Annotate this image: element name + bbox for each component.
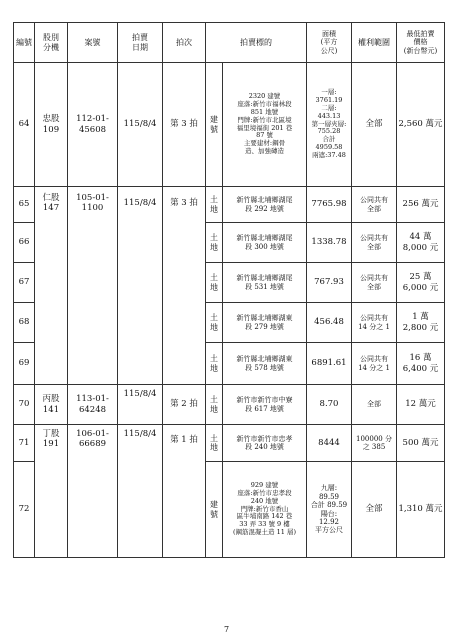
- row-price: 500 萬元: [397, 425, 445, 462]
- row-rights: 公同共有 全部: [352, 187, 397, 223]
- row-no: 72: [14, 462, 35, 558]
- row-area: 1338.78: [307, 223, 352, 263]
- header-date: 拍賣 日期: [118, 23, 163, 63]
- row-date: 115/8/4: [118, 63, 163, 187]
- row-price: 256 萬元: [397, 187, 445, 223]
- row-type: 建 號: [206, 63, 223, 187]
- header-price: 最低拍賣 價格 (新台幣元): [397, 23, 445, 63]
- row-area: 767.93: [307, 263, 352, 303]
- row-no: 65: [14, 187, 35, 223]
- auction-table: [13, 22, 445, 558]
- row-type: 土 地: [206, 385, 223, 425]
- header-case: 案號: [68, 23, 118, 63]
- row-area: 九層: 89.59 合計 89.59 陽台: 12.92 平方公尺: [307, 462, 352, 558]
- row-rights: 全部: [352, 63, 397, 187]
- row-date: 115/8/4: [118, 425, 163, 558]
- row-rights: 全部: [352, 385, 397, 425]
- row-target: 新竹市新竹市忠孝 段 240 地號: [223, 425, 307, 462]
- row-target: 929 建號 座落:新竹市忠孝段 240 地號 門牌:新竹市香山 區牛埔南路 142 巷 33 弄 33 號 9 樓 (鋼筋混凝土造 11 層): [223, 462, 307, 558]
- row-target: 新竹縣北埔鄉湖東 段 578 地號: [223, 343, 307, 385]
- row-type: 土 地: [206, 223, 223, 263]
- row-no: 71: [14, 425, 35, 462]
- row-round: 第 1 拍: [163, 425, 206, 558]
- table-row: [14, 187, 445, 223]
- row-type: 土 地: [206, 187, 223, 223]
- row-no: 68: [14, 303, 35, 343]
- header-round: 拍次: [163, 23, 206, 63]
- row-price: 1,310 萬元: [397, 462, 445, 558]
- row-type: 土 地: [206, 303, 223, 343]
- row-rights: 公同共有 全部: [352, 263, 397, 303]
- header-no: 編號: [14, 23, 35, 63]
- row-no: 66: [14, 223, 35, 263]
- row-target: 新竹市新竹市中寮 段 617 地號: [223, 385, 307, 425]
- row-round: 第 2 拍: [163, 385, 206, 425]
- row-rights: 全部: [352, 462, 397, 558]
- page-number: 7: [223, 625, 230, 634]
- header-rights: 權利範圍: [352, 23, 397, 63]
- header-target: 拍賣標的: [206, 23, 307, 63]
- row-division: 丁股 191: [35, 425, 68, 558]
- row-price: 44 萬 8,000 元: [397, 223, 445, 263]
- row-price: 16 萬 6,400 元: [397, 343, 445, 385]
- table-row: [14, 63, 445, 187]
- row-area: 一層: 3761.19 二層: 443.13 第一層夾層: 755.28 合計 4959.58 兩遮:37.48: [307, 63, 352, 187]
- row-case: 112-01- 45608: [68, 63, 118, 187]
- row-area: 8444: [307, 425, 352, 462]
- header-division: 股別 分機: [35, 23, 68, 63]
- table-row: [14, 385, 445, 425]
- row-target: 新竹縣北埔鄉湖尾 段 292 地號: [223, 187, 307, 223]
- row-price: 2,560 萬元: [397, 63, 445, 187]
- row-target: 2320 建號 座落:新竹市福林段 851 地號 門牌:新竹市北區境 福里境福街 201 巷 87 號 主要建材:鋼骨 造、加強磚造: [223, 63, 307, 187]
- row-area: 8.70: [307, 385, 352, 425]
- row-rights: 公同共有 14 分之 1: [352, 303, 397, 343]
- row-rights: 公同共有 14 分之 1: [352, 343, 397, 385]
- row-type: 土 地: [206, 425, 223, 462]
- row-round: 第 3 拍: [163, 63, 206, 187]
- row-no: 64: [14, 63, 35, 187]
- row-round: 第 3 拍: [163, 187, 206, 385]
- row-date: 115/8/4: [118, 187, 163, 385]
- table-row: [14, 425, 445, 462]
- row-area: 456.48: [307, 303, 352, 343]
- row-price: 12 萬元: [397, 385, 445, 425]
- header-area: 面積 (平方 公尺): [307, 23, 352, 63]
- row-rights: 公同共有 全部: [352, 223, 397, 263]
- row-area: 7765.98: [307, 187, 352, 223]
- row-type: 土 地: [206, 263, 223, 303]
- row-target: 新竹縣北埔鄉湖尾 段 300 地號: [223, 223, 307, 263]
- row-no: 67: [14, 263, 35, 303]
- row-date: 115/8/4: [118, 385, 163, 425]
- row-case: 105-01- 1100: [68, 187, 118, 385]
- row-no: 70: [14, 385, 35, 425]
- row-case: 113-01- 64248: [68, 385, 118, 425]
- row-type: 建 號: [206, 462, 223, 558]
- row-target: 新竹縣北埔鄉湖尾 段 531 地號: [223, 263, 307, 303]
- row-target: 新竹縣北埔鄉湖東 段 279 地號: [223, 303, 307, 343]
- row-division: 仁股 147: [35, 187, 68, 385]
- row-type: 土 地: [206, 343, 223, 385]
- header-row: [14, 23, 445, 63]
- row-division: 忠股 109: [35, 63, 68, 187]
- row-area: 6891.61: [307, 343, 352, 385]
- row-price: 25 萬 6,000 元: [397, 263, 445, 303]
- row-case: 106-01- 66689: [68, 425, 118, 558]
- row-no: 69: [14, 343, 35, 385]
- row-rights: 100000 分 之 385: [352, 425, 397, 462]
- row-division: 丙股 141: [35, 385, 68, 425]
- row-price: 1 萬 2,800 元: [397, 303, 445, 343]
